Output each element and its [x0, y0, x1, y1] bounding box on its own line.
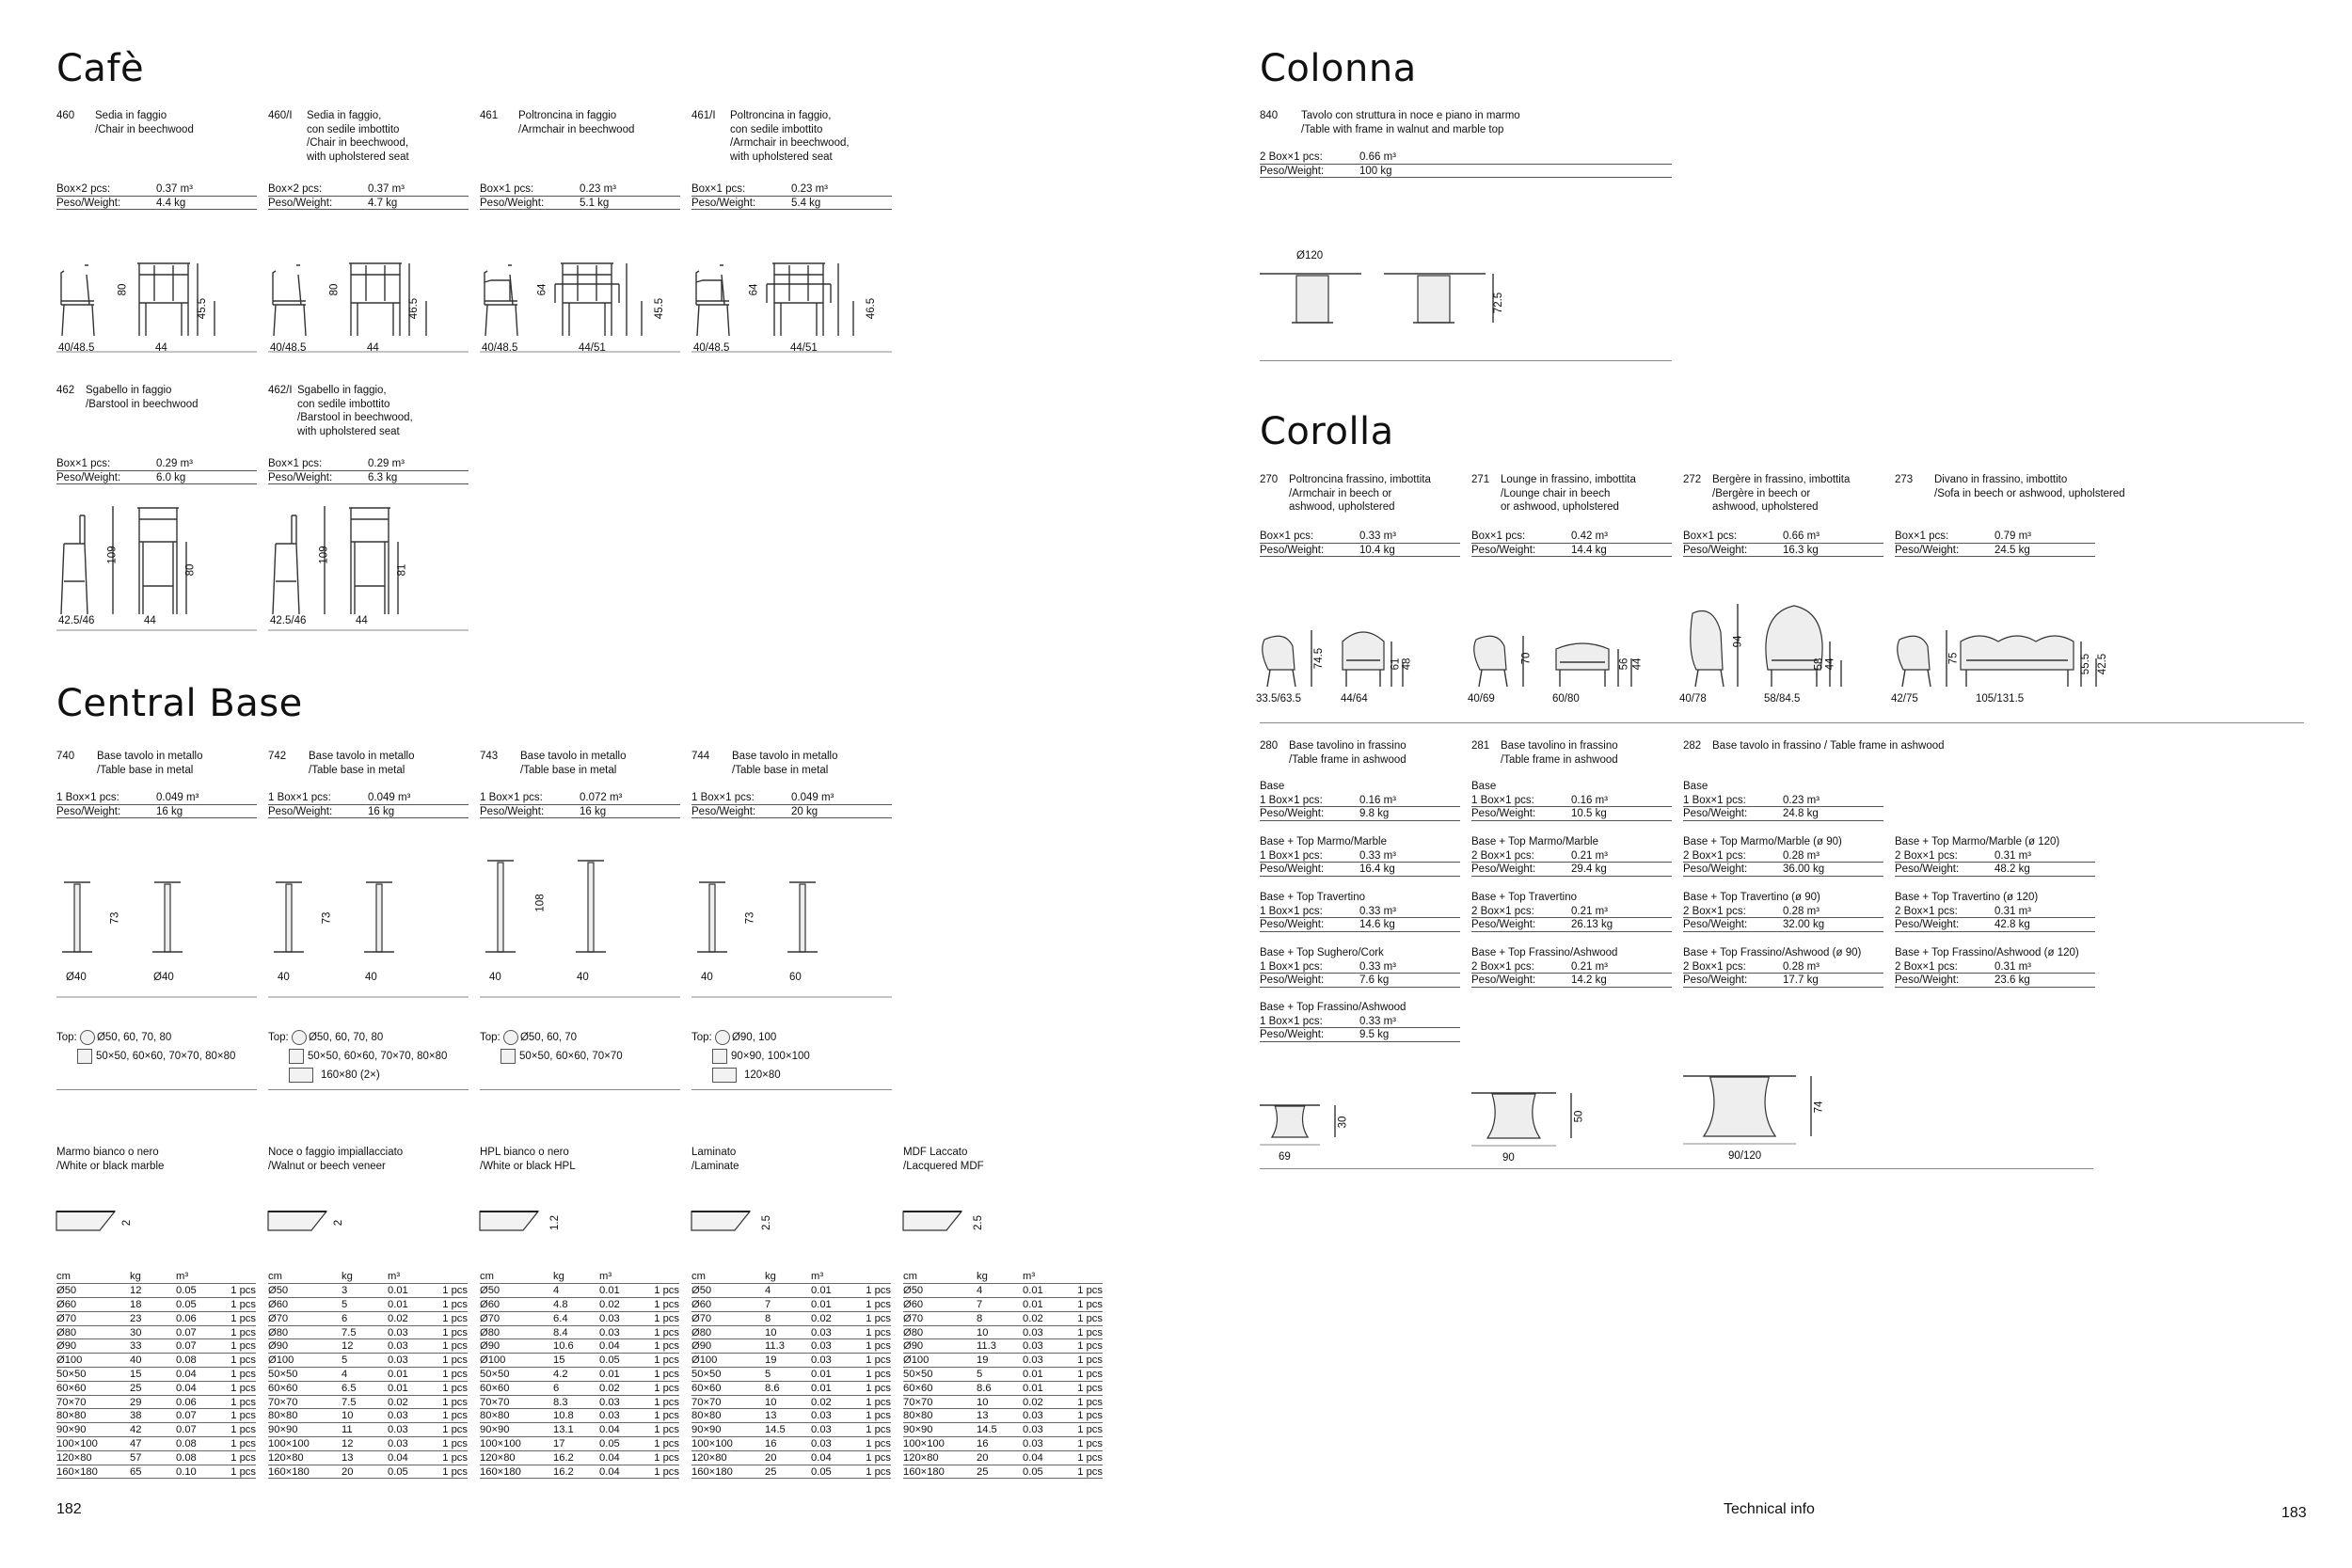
colonna-table-drawing: [1260, 268, 1561, 343]
divider: [56, 1089, 257, 1090]
height-dim: 50: [1573, 1110, 1585, 1123]
width-dim: 105/131.5: [1976, 693, 2025, 705]
spec-block: Base + Top Marmo/Marble (ø 120) 2 Box×1 pcs: 0.31 m³ Peso/Weight: 48.2 kg: [1895, 835, 2095, 877]
coffee-table-drawing: [1471, 1091, 1586, 1157]
table-row: Ø80 30 0.07 1 pcs: [56, 1326, 256, 1338]
base-dim: 40: [489, 972, 501, 983]
table-row: 80×80 10.8 0.03 1 pcs: [480, 1410, 679, 1422]
table-row: 50×50 5 0.01 1 pcs: [903, 1368, 1103, 1380]
table-row: Ø50 12 0.05 1 pcs: [56, 1285, 256, 1297]
product-spec: Box×1 pcs: 0.79 m³ Peso/Weight: 24.5 kg: [1895, 530, 2095, 557]
spec-block: Base + Top Sughero/Cork 1 Box×1 pcs: 0.33 m³ Peso/Weight: 7.6 kg: [1260, 946, 1460, 988]
spec-block: Base + Top Frassino/Ashwood 1 Box×1 pcs: 0.33 m³ Peso/Weight: 9.5 kg: [1260, 1001, 1460, 1042]
product-description: Base tavolo in metallo /Table base in metal: [309, 751, 415, 776]
seat-height-dim: 80: [184, 563, 197, 577]
material-label: MDF Laccato /Lacquered MDF: [903, 1147, 984, 1172]
seat-height-dim: 48: [1401, 657, 1413, 671]
material-label: Laminato /Laminate: [691, 1147, 739, 1172]
seat-height-dim: 46.5: [408, 297, 421, 320]
height-dim: 109: [106, 546, 119, 564]
product-spec: 1 Box×1 pcs: 0.049 m³ Peso/Weight: 20 kg: [691, 791, 892, 818]
page-number-right: 183: [2281, 1505, 2307, 1521]
arm-height-dim: 56: [1618, 657, 1630, 671]
table-row: 90×90 42 0.07 1 pcs: [56, 1424, 256, 1436]
table-row: Ø80 10 0.03 1 pcs: [691, 1326, 891, 1338]
product-description: Base tavolino in frassino /Table frame in ashwood: [1289, 740, 1406, 766]
depth-dim: 40/48.5: [693, 342, 730, 354]
material-size-table: cm kg m³ Ø50 12 0.05 1 pcs Ø60 18 0.05 1 pcs Ø70 23 0.06 1 pcs Ø80 30 0.07 1 pcs Ø90 33 0.07 1 pcs Ø100 40 0.08 1 pcs 50×50 15 0.04 1 pcs 60×60 25 0.04 1 pcs 70×70 29 0.06 1 pcs 80×80 38 0.07 1 pcs 90×90 42 0.07 1 pcs 100×100 47 0.08 1 pcs 120×80 57 0.08 1 pcs 160×180 65 0.10 1 pcs: [56, 1271, 256, 1478]
material-label: Noce o faggio impiallacciato /Walnut or beech veneer: [268, 1147, 404, 1172]
width-dim: 58/84.5: [1764, 693, 1801, 705]
product-description: Base tavolino in frassino /Table frame in ashwood: [1501, 740, 1618, 766]
armchair-drawing: [1895, 604, 2102, 698]
product-description: Poltroncina in faggio, con sedile imbottito /Armchair in beechwood, with upholstered seat: [730, 110, 850, 163]
spec-block: Base + Top Travertino 1 Box×1 pcs: 0.33 m³ Peso/Weight: 14.6 kg: [1260, 891, 1460, 932]
product-description: Lounge in frassino, imbottita /Lounge chair in beech or ashwood, upholstered: [1501, 474, 1636, 513]
table-row: 60×60 6.5 0.01 1 pcs: [268, 1382, 468, 1394]
table-row: 100×100 17 0.05 1 pcs: [480, 1437, 679, 1449]
table-row: 50×50 4.2 0.01 1 pcs: [480, 1368, 679, 1380]
seat-height-dim: 46.5: [866, 297, 878, 320]
base-dim: 40: [278, 972, 290, 983]
table-row: Ø60 7 0.01 1 pcs: [691, 1298, 891, 1310]
page-number-left: 182: [56, 1501, 82, 1517]
table-row: 80×80 13 0.03 1 pcs: [903, 1410, 1103, 1422]
spec-block: Base + Top Travertino (ø 120) 2 Box×1 pcs: 0.31 m³ Peso/Weight: 42.8 kg: [1895, 891, 2095, 932]
height-dim: 80: [328, 283, 341, 296]
seat-height-dim: 45.5: [197, 297, 209, 320]
width-dim: 44/51: [579, 342, 606, 354]
width-dim: 44: [356, 615, 368, 626]
table-row: 70×70 7.5 0.02 1 pcs: [268, 1396, 468, 1408]
table-row: 80×80 10 0.03 1 pcs: [268, 1410, 468, 1422]
table-row: 100×100 16 0.03 1 pcs: [903, 1437, 1103, 1449]
table-row: Ø60 18 0.05 1 pcs: [56, 1298, 256, 1310]
table-row: Ø50 3 0.01 1 pcs: [268, 1285, 468, 1297]
product-spec: Box×1 pcs: 0.66 m³ Peso/Weight: 16.3 kg: [1683, 530, 1883, 557]
divider: [480, 1089, 680, 1090]
table-row: 160×180 16.2 0.04 1 pcs: [480, 1465, 679, 1478]
arm-height-dim: 58: [1813, 657, 1825, 671]
product-code: 281: [1471, 740, 1490, 752]
table-row: 120×80 13 0.04 1 pcs: [268, 1451, 468, 1464]
height-dim: 74.5: [1313, 647, 1326, 670]
table-row: Ø70 8 0.02 1 pcs: [691, 1312, 891, 1324]
product-description: Base tavolo in metallo /Table base in metal: [520, 751, 627, 776]
table-row: Ø80 7.5 0.03 1 pcs: [268, 1326, 468, 1338]
material-size-table: cm kg m³ Ø50 4 0.01 1 pcs Ø60 4.8 0.02 1 pcs Ø70 6.4 0.03 1 pcs Ø80 8.4 0.03 1 pcs Ø90 10.6 0.04 1 pcs Ø100 15 0.05 1 pcs 50×50 4.2 0.01 1 pcs 60×60 6 0.02 1 pcs 70×70 8.3 0.03 1 pcs 80×80 10.8 0.03 1 pcs 90×90 13.1 0.04 1 pcs 100×100 17 0.05 1 pcs 120×80 16.2 0.04 1 pcs 160×180 16.2 0.04 1 pcs: [480, 1271, 679, 1478]
top-options: Top: Ø90, 100 90×90, 100×100 120×80: [691, 1028, 810, 1085]
product-code: 461: [480, 110, 499, 121]
spec-block: Base 1 Box×1 pcs: 0.16 m³ Peso/Weight: 9.8 kg: [1260, 780, 1460, 821]
material-profile-drawing: [56, 1206, 151, 1234]
depth-dim: 40/48.5: [482, 342, 518, 354]
table-row: Ø90 10.6 0.04 1 pcs: [480, 1340, 679, 1353]
colonna-code: 840: [1260, 110, 1279, 121]
thickness-dim: 2.5: [973, 1215, 984, 1230]
table-row: 50×50 4 0.01 1 pcs: [268, 1368, 468, 1380]
armchair-drawing: [1683, 604, 1890, 698]
table-row: Ø100 40 0.08 1 pcs: [56, 1354, 256, 1367]
spec-block: Base + Top Travertino 2 Box×1 pcs: 0.21 m³ Peso/Weight: 26.13 kg: [1471, 891, 1672, 932]
product-code: 742: [268, 751, 287, 762]
product-spec: 1 Box×1 pcs: 0.072 m³ Peso/Weight: 16 kg: [480, 791, 680, 818]
product-spec: Box×2 pcs: 0.37 m³ Peso/Weight: 4.4 kg: [56, 182, 257, 210]
material-profile-drawing: [268, 1206, 362, 1234]
product-description: Poltroncina in faggio /Armchair in beechwood: [518, 110, 635, 135]
width-dim: 60/80: [1552, 693, 1580, 705]
product-code: 271: [1471, 474, 1490, 485]
height-dim: 30: [1337, 1116, 1349, 1129]
table-row: Ø60 7 0.01 1 pcs: [903, 1298, 1103, 1310]
height-dim: 108: [534, 894, 547, 912]
product-code: 462: [56, 385, 75, 396]
top-options: Top: Ø50, 60, 70, 80 50×50, 60×60, 70×70, 80×80: [56, 1028, 235, 1066]
table-row: 120×80 20 0.04 1 pcs: [691, 1451, 891, 1464]
material-label: Marmo bianco o nero /White or black marble: [56, 1147, 165, 1172]
table-row: 100×100 12 0.03 1 pcs: [268, 1437, 468, 1449]
table-row: 50×50 5 0.01 1 pcs: [691, 1368, 891, 1380]
diameter-dim: 90/120: [1728, 1150, 1762, 1162]
seat-height-dim: 44: [1631, 657, 1644, 671]
width-dim: 44: [155, 342, 167, 354]
depth-dim: 40/48.5: [270, 342, 307, 354]
table-row: 50×50 15 0.04 1 pcs: [56, 1368, 256, 1380]
seat-height-dim: 44: [1824, 657, 1836, 671]
product-description: Sedia in faggio, con sedile imbottito /Chair in beechwood, with upholstered seat: [307, 110, 409, 163]
corolla-divider-1: [1260, 722, 2304, 723]
footer-title: Technical info: [1724, 1501, 1815, 1517]
product-spec: Box×1 pcs: 0.33 m³ Peso/Weight: 10.4 kg: [1260, 530, 1460, 557]
product-spec: Box×1 pcs: 0.29 m³ Peso/Weight: 6.0 kg: [56, 457, 257, 484]
height-dim: 73: [321, 911, 333, 925]
spec-block: Base + Top Marmo/Marble (ø 90) 2 Box×1 pcs: 0.28 m³ Peso/Weight: 36.00 kg: [1683, 835, 1883, 877]
product-spec: 1 Box×1 pcs: 0.049 m³ Peso/Weight: 16 kg: [268, 791, 469, 818]
depth-dim: 40/48.5: [58, 342, 95, 354]
table-row: Ø90 33 0.07 1 pcs: [56, 1340, 256, 1353]
product-spec: 1 Box×1 pcs: 0.049 m³ Peso/Weight: 16 kg: [56, 791, 257, 818]
colonna-divider: [1260, 360, 1672, 361]
table-row: Ø70 8 0.02 1 pcs: [903, 1312, 1103, 1324]
depth-dim: 42.5/46: [270, 615, 307, 626]
table-row: Ø70 6.4 0.03 1 pcs: [480, 1312, 679, 1324]
table-row: 160×180 25 0.05 1 pcs: [903, 1465, 1103, 1478]
width-dim: 44/51: [790, 342, 818, 354]
table-row: 70×70 29 0.06 1 pcs: [56, 1396, 256, 1408]
colonna-height: 72.5: [1493, 292, 1505, 314]
product-code: 282: [1683, 740, 1702, 752]
table-row: 100×100 47 0.08 1 pcs: [56, 1437, 256, 1449]
depth-dim: 42/75: [1891, 693, 1918, 705]
round-top-icon: [715, 1030, 730, 1045]
product-description: Base tavolo in metallo /Table base in metal: [732, 751, 838, 776]
product-code: 280: [1260, 740, 1279, 752]
product-code: 272: [1683, 474, 1702, 485]
product-code: 743: [480, 751, 499, 762]
height-dim: 64: [536, 283, 548, 296]
cafe-title: Cafè: [56, 47, 145, 90]
product-description: Base tavolo in frassino / Table frame in ashwood: [1712, 740, 1945, 752]
thickness-dim: 2: [121, 1219, 134, 1227]
top-options: Top: Ø50, 60, 70 50×50, 60×60, 70×70: [480, 1028, 623, 1066]
armchair-drawing: [1260, 604, 1467, 698]
material-size-table: cm kg m³ Ø50 4 0.01 1 pcs Ø60 7 0.01 1 pcs Ø70 8 0.02 1 pcs Ø80 10 0.03 1 pcs Ø90 11.3 0.03 1 pcs Ø100 19 0.03 1 pcs 50×50 5 0.01 1 pcs 60×60 8.6 0.01 1 pcs 70×70 10 0.02 1 pcs 80×80 13 0.03 1 pcs 90×90 14.5 0.03 1 pcs 100×100 16 0.03 1 pcs 120×80 20 0.04 1 pcs 160×180 25 0.05 1 pcs: [903, 1271, 1103, 1478]
table-row: 160×180 25 0.05 1 pcs: [691, 1465, 891, 1478]
spec-block: Base + Top Marmo/Marble 1 Box×1 pcs: 0.33 m³ Peso/Weight: 16.4 kg: [1260, 835, 1460, 877]
table-row: 70×70 10 0.02 1 pcs: [691, 1396, 891, 1408]
height-dim: 80: [117, 283, 129, 296]
width-dim: 44/64: [1341, 693, 1368, 705]
round-top-icon: [292, 1030, 307, 1045]
product-spec: Box×1 pcs: 0.23 m³ Peso/Weight: 5.4 kg: [691, 182, 892, 210]
round-top-icon: [503, 1030, 518, 1045]
product-spec: Box×1 pcs: 0.23 m³ Peso/Weight: 5.1 kg: [480, 182, 680, 210]
table-row: 120×80 16.2 0.04 1 pcs: [480, 1451, 679, 1464]
table-row: Ø80 8.4 0.03 1 pcs: [480, 1326, 679, 1338]
table-row: 60×60 6 0.02 1 pcs: [480, 1382, 679, 1394]
width-dim: 44: [144, 615, 156, 626]
table-row: 160×180 20 0.05 1 pcs: [268, 1465, 468, 1478]
table-row: Ø70 23 0.06 1 pcs: [56, 1312, 256, 1324]
table-row: 70×70 8.3 0.03 1 pcs: [480, 1396, 679, 1408]
product-spec: Box×2 pcs: 0.37 m³ Peso/Weight: 4.7 kg: [268, 182, 469, 210]
colonna-title: Colonna: [1260, 47, 1417, 90]
arm-height-dim: 61: [1390, 657, 1402, 671]
spec-block: Base + Top Frassino/Ashwood (ø 120) 2 Box×1 pcs: 0.31 m³ Peso/Weight: 23.6 kg: [1895, 946, 2095, 988]
spec-block: Base + Top Frassino/Ashwood (ø 90) 2 Box×1 pcs: 0.28 m³ Peso/Weight: 17.7 kg: [1683, 946, 1883, 988]
height-dim: 94: [1732, 635, 1744, 648]
table-row: Ø50 4 0.01 1 pcs: [903, 1285, 1103, 1297]
height-dim: 74: [1813, 1101, 1825, 1114]
armchair-drawing: [1471, 604, 1678, 698]
spec-block: Base 1 Box×1 pcs: 0.23 m³ Peso/Weight: 24.8 kg: [1683, 780, 1883, 821]
product-code: 270: [1260, 474, 1279, 485]
spec-block: Base + Top Frassino/Ashwood 2 Box×1 pcs: 0.21 m³ Peso/Weight: 14.2 kg: [1471, 946, 1672, 988]
thickness-dim: 2.5: [761, 1215, 772, 1230]
height-dim: 64: [748, 283, 760, 296]
product-code: 460/I: [268, 110, 293, 121]
square-top-icon: [289, 1049, 304, 1064]
table-row: 90×90 11 0.03 1 pcs: [268, 1424, 468, 1436]
round-top-icon: [80, 1030, 95, 1045]
table-row: Ø100 19 0.03 1 pcs: [691, 1354, 891, 1367]
colonna-description: Tavolo con struttura in noce e piano in marmo /Table with frame in walnut and marble top: [1301, 110, 1520, 135]
height-dim: 73: [744, 911, 756, 925]
table-row: Ø100 5 0.03 1 pcs: [268, 1354, 468, 1367]
product-code: 462/I: [268, 385, 293, 396]
width-dim: 44: [367, 342, 379, 354]
product-description: Sgabello in faggio /Barstool in beechwood: [86, 385, 199, 410]
height-dim: 75: [1947, 652, 1960, 665]
product-description: Divano in frassino, imbottito /Sofa in beech or ashwood, upholstered: [1934, 474, 2125, 499]
table-row: 70×70 10 0.02 1 pcs: [903, 1396, 1103, 1408]
table-row: 60×60 8.6 0.01 1 pcs: [691, 1382, 891, 1394]
spec-block: Base + Top Marmo/Marble 2 Box×1 pcs: 0.21 m³ Peso/Weight: 29.4 kg: [1471, 835, 1672, 877]
table-row: 90×90 14.5 0.03 1 pcs: [691, 1424, 891, 1436]
rectangular-top-icon: [712, 1068, 737, 1083]
depth-dim: 33.5/63.5: [1256, 693, 1301, 705]
product-description: Sgabello in faggio, con sedile imbottito /Barstool in beechwood, with upholstered seat: [297, 385, 413, 437]
corolla-title: Corolla: [1260, 410, 1394, 453]
product-description: Sedia in faggio /Chair in beechwood: [95, 110, 194, 135]
depth-dim: 42.5/46: [58, 615, 95, 626]
table-row: Ø90 12 0.03 1 pcs: [268, 1340, 468, 1353]
height-dim: 109: [318, 546, 330, 564]
height-dim: 70: [1520, 652, 1533, 665]
seat-height-dim: 81: [396, 563, 408, 577]
material-size-table: cm kg m³ Ø50 4 0.01 1 pcs Ø60 7 0.01 1 pcs Ø70 8 0.02 1 pcs Ø80 10 0.03 1 pcs Ø90 11.3 0.03 1 pcs Ø100 19 0.03 1 pcs 50×50 5 0.01 1 pcs 60×60 8.6 0.01 1 pcs 70×70 10 0.02 1 pcs 80×80 13 0.03 1 pcs 90×90 14.5 0.03 1 pcs 100×100 16 0.03 1 pcs 120×80 20 0.04 1 pcs 160×180 25 0.05 1 pcs: [691, 1271, 891, 1478]
table-row: Ø90 11.3 0.03 1 pcs: [691, 1340, 891, 1353]
table-row: Ø70 6 0.02 1 pcs: [268, 1312, 468, 1324]
square-top-icon: [501, 1049, 516, 1064]
base-dim: 40: [701, 972, 713, 983]
product-code: 460: [56, 110, 75, 121]
thickness-dim: 2: [333, 1219, 345, 1227]
arm-height-dim: 55.5: [2080, 653, 2092, 675]
rectangular-top-icon: [289, 1068, 313, 1083]
product-code: 461/I: [691, 110, 716, 121]
table-row: Ø60 4.8 0.02 1 pcs: [480, 1298, 679, 1310]
central-base-title: Central Base: [56, 682, 303, 725]
table-row: Ø50 4 0.01 1 pcs: [691, 1285, 891, 1297]
table-row: 160×180 65 0.10 1 pcs: [56, 1465, 256, 1478]
spec-block: Base + Top Travertino (ø 90) 2 Box×1 pcs: 0.28 m³ Peso/Weight: 32.00 kg: [1683, 891, 1883, 932]
colonna-diameter: Ø120: [1296, 250, 1324, 261]
product-code: 744: [691, 751, 710, 762]
top-options: Top: Ø50, 60, 70, 80 50×50, 60×60, 70×70, 80×80 160×80 (2×): [268, 1028, 447, 1085]
base-dim: Ø40: [66, 972, 87, 983]
depth-dim: 40/69: [1468, 693, 1495, 705]
table-row: Ø100 19 0.03 1 pcs: [903, 1354, 1103, 1367]
table-row: 90×90 14.5 0.03 1 pcs: [903, 1424, 1103, 1436]
base-dim: 40: [365, 972, 377, 983]
table-row: Ø80 10 0.03 1 pcs: [903, 1326, 1103, 1338]
seat-height-dim: 42.5: [2097, 653, 2109, 675]
table-row: Ø60 5 0.01 1 pcs: [268, 1298, 468, 1310]
table-row: 60×60 8.6 0.01 1 pcs: [903, 1382, 1103, 1394]
base-dim: 60: [789, 972, 802, 983]
base-dim: Ø40: [153, 972, 174, 983]
product-spec: Box×1 pcs: 0.29 m³ Peso/Weight: 6.3 kg: [268, 457, 469, 484]
table-row: Ø50 4 0.01 1 pcs: [480, 1285, 679, 1297]
product-spec: Box×1 pcs: 0.42 m³ Peso/Weight: 14.4 kg: [1471, 530, 1672, 557]
table-row: 80×80 38 0.07 1 pcs: [56, 1410, 256, 1422]
product-code: 273: [1895, 474, 1914, 485]
divider: [268, 1089, 469, 1090]
material-label: HPL bianco o nero /White or black HPL: [480, 1147, 576, 1172]
diameter-dim: 69: [1279, 1151, 1291, 1163]
diameter-dim: 90: [1502, 1152, 1515, 1164]
square-top-icon: [77, 1049, 92, 1064]
square-top-icon: [712, 1049, 727, 1064]
table-row: 80×80 13 0.03 1 pcs: [691, 1410, 891, 1422]
spec-block: Base 1 Box×1 pcs: 0.16 m³ Peso/Weight: 10.5 kg: [1471, 780, 1672, 821]
colonna-spec: 2 Box×1 pcs: 0.66 m³ Peso/Weight: 100 kg: [1260, 150, 1672, 178]
coffee-table-drawing: [1260, 1103, 1350, 1156]
table-row: 120×80 57 0.08 1 pcs: [56, 1451, 256, 1464]
coffee-table-drawing: [1683, 1074, 1826, 1155]
product-description: Base tavolo in metallo /Table base in metal: [97, 751, 203, 776]
table-row: 60×60 25 0.04 1 pcs: [56, 1382, 256, 1394]
divider: [691, 1089, 892, 1090]
table-row: Ø100 15 0.05 1 pcs: [480, 1354, 679, 1367]
depth-dim: 40/78: [1679, 693, 1707, 705]
product-description: Poltroncina frassino, imbottita /Armchair in beech or ashwood, upholstered: [1289, 474, 1431, 513]
table-row: 90×90 13.1 0.04 1 pcs: [480, 1424, 679, 1436]
table-row: 100×100 16 0.03 1 pcs: [691, 1437, 891, 1449]
height-dim: 73: [109, 911, 121, 925]
material-size-table: cm kg m³ Ø50 3 0.01 1 pcs Ø60 5 0.01 1 pcs Ø70 6 0.02 1 pcs Ø80 7.5 0.03 1 pcs Ø90 12 0.03 1 pcs Ø100 5 0.03 1 pcs 50×50 4 0.01 1 pcs 60×60 6.5 0.01 1 pcs 70×70 7.5 0.02 1 pcs 80×80 10 0.03 1 pcs 90×90 11 0.03 1 pcs 100×100 12 0.03 1 pcs 120×80 13 0.04 1 pcs 160×180 20 0.05 1 pcs: [268, 1271, 468, 1478]
base-dim: 40: [577, 972, 589, 983]
thickness-dim: 1.2: [549, 1215, 561, 1230]
table-row: 120×80 20 0.04 1 pcs: [903, 1451, 1103, 1464]
corolla-divider-2: [1260, 1168, 2093, 1169]
table-row: Ø90 11.3 0.03 1 pcs: [903, 1340, 1103, 1353]
seat-height-dim: 45.5: [654, 297, 666, 320]
product-description: Bergère in frassino, imbottita /Bergère in beech or ashwood, upholstered: [1712, 474, 1851, 513]
product-code: 740: [56, 751, 75, 762]
